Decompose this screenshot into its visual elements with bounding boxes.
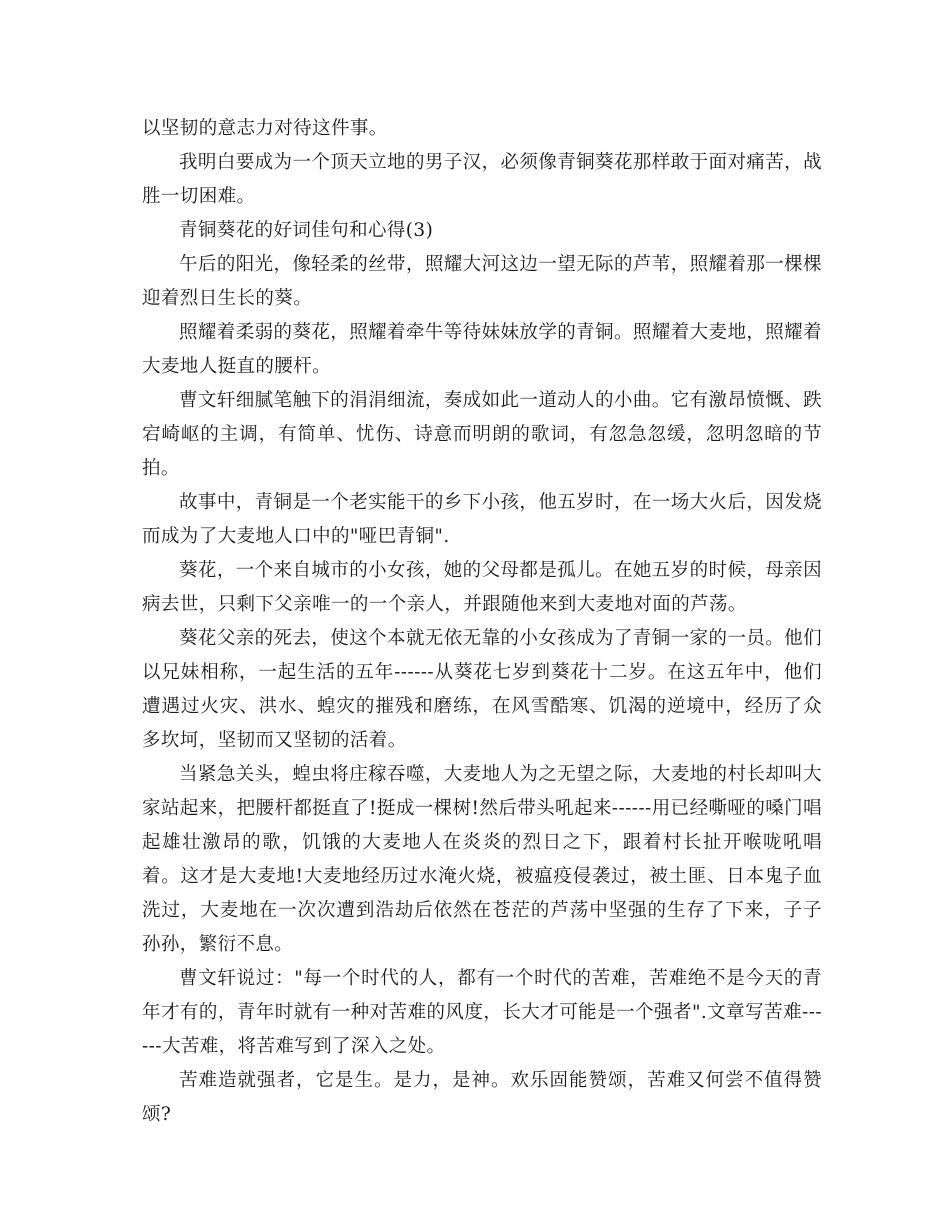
paragraph: 故事中，青铜是一个老实能干的乡下小孩，他五岁时，在一场大火后，因发烧而成为了大麦地人口中的"哑巴青铜". <box>142 492 822 547</box>
paragraph: 苦难造就强者，它是生。是力，是神。欢乐固能赞颂，苦难又何尝不值得赞颂? <box>142 1070 822 1125</box>
paragraph: 葵花父亲的死去，使这个本就无依无靠的小女孩成为了青铜一家的一员。他们以兄妹相称，一起生活的五年------从葵花七岁到葵花十二岁。在这五年中，他们遭遇过火灾、洪水、蝗灾的摧残和磨练，在风雪酷寒、饥渴的逆境中，经历了众多坎坷，坚韧而又坚韧的活着。 <box>142 628 822 751</box>
section-heading: 青铜葵花的好词佳句和心得(3) <box>179 220 434 241</box>
paragraph: 照耀着柔弱的葵花，照耀着牵牛等待妹妹放学的青铜。照耀着大麦地，照耀着大麦地人挺直的腰杆。 <box>142 322 822 377</box>
paragraph: 曹文轩说过："每一个时代的人，都有一个时代的苦难，苦难绝不是今天的青年才有的，青年时就有一种对苦难的风度，长大才可能是一个强者".文章写苦难------大苦难，将苦难写到了深入之处。 <box>142 968 822 1057</box>
paragraph: 葵花，一个来自城市的小女孩，她的父母都是孤儿。在她五岁的时候，母亲因病去世，只剩下父亲唯一的一个亲人，并跟随他来到大麦地对面的芦荡。 <box>142 560 822 615</box>
document-body <box>142 112 822 1132</box>
paragraph: 当紧急关头，蝗虫将庄稼吞噬，大麦地人为之无望之际，大麦地的村长却叫大家站起来，把腰杆都挺直了!挺成一棵树!然后带头吼起来------用已经嘶哑的嗓门唱起雄壮激昂的歌，饥饿的大麦地人在炎炎的烈日之下，跟着村长扯开喉咙吼唱着。这才是大麦地!大麦地经历过水淹火烧，被瘟疫侵袭过，被土匪、日本鬼子血洗过，大麦地在一次次遭到浩劫后依然在苍茫的芦荡中坚强的生存了下来，子子孙孙，繁衍不息。 <box>142 764 822 955</box>
paragraph: 曹文轩细腻笔触下的涓涓细流，奏成如此一道动人的小曲。它有激昂愤慨、跌宕崎岖的主调，有简单、忧伤、诗意而明朗的歌词，有忽急忽缓，忽明忽暗的节拍。 <box>142 390 822 479</box>
paragraph: 午后的阳光，像轻柔的丝带，照耀大河这边一望无际的芦苇，照耀着那一棵棵迎着烈日生长的葵。 <box>142 254 822 309</box>
paragraph: 我明白要成为一个顶天立地的男子汉，必须像青铜葵花那样敢于面对痛苦，战胜一切困难。 <box>142 152 822 207</box>
paragraph: 以坚韧的意志力对待这件事。 <box>142 118 388 139</box>
